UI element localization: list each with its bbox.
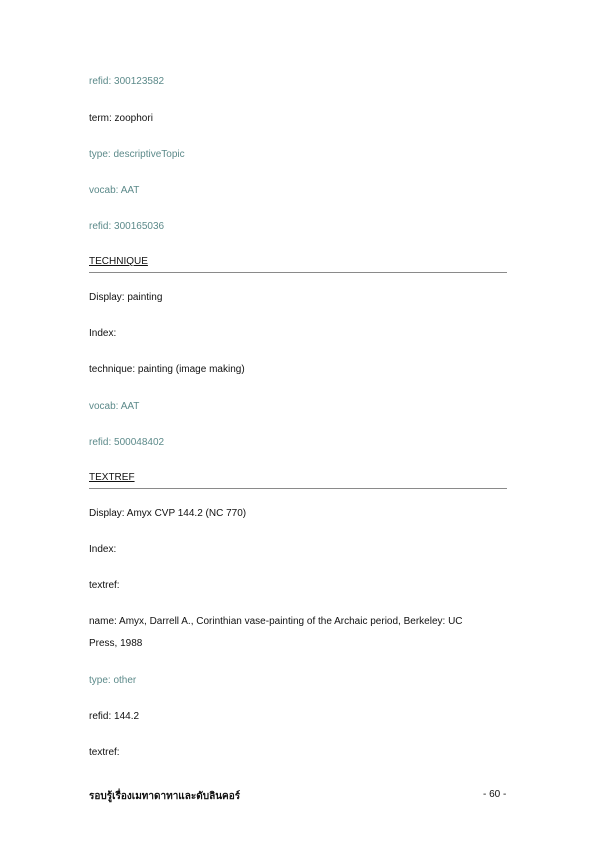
textref-index: Index: <box>89 544 117 555</box>
textref-refid: refid: 144.2 <box>89 711 140 722</box>
technique-vocab: vocab: AAT <box>89 401 140 412</box>
textref-name-line-1: name: Amyx, Darrell A., Corinthian vase-painting of the Archaic period, Berkeley: UC <box>89 616 463 627</box>
technique-index: Index: <box>89 328 117 339</box>
textref-type: type: other <box>89 675 137 686</box>
textref-label-2: textref: <box>89 747 120 758</box>
textref-display: Display: Amyx CVP 144.2 (NC 770) <box>89 508 247 519</box>
technique-display: Display: painting <box>89 292 163 303</box>
technique-rule <box>89 272 507 273</box>
textref-heading: TEXTREF <box>89 472 135 483</box>
textref-name-line-2: Press, 1988 <box>89 638 143 649</box>
line-type: type: descriptiveTopic <box>89 149 185 160</box>
technique-value: technique: painting (image making) <box>89 364 245 375</box>
footer-title: รอบรู้เรื่องเมทาดาทาและดับลินคอร์ <box>89 791 241 802</box>
technique-refid: refid: 500048402 <box>89 437 165 448</box>
page-number: - 60 - <box>483 789 507 800</box>
line-refid-1: refid: 300123582 <box>89 76 165 87</box>
line-vocab: vocab: AAT <box>89 185 140 196</box>
line-refid-2: refid: 300165036 <box>89 221 165 232</box>
line-term: term: zoophori <box>89 113 153 124</box>
textref-rule <box>89 488 507 489</box>
technique-heading: TECHNIQUE <box>89 256 148 267</box>
textref-label-1: textref: <box>89 580 120 591</box>
